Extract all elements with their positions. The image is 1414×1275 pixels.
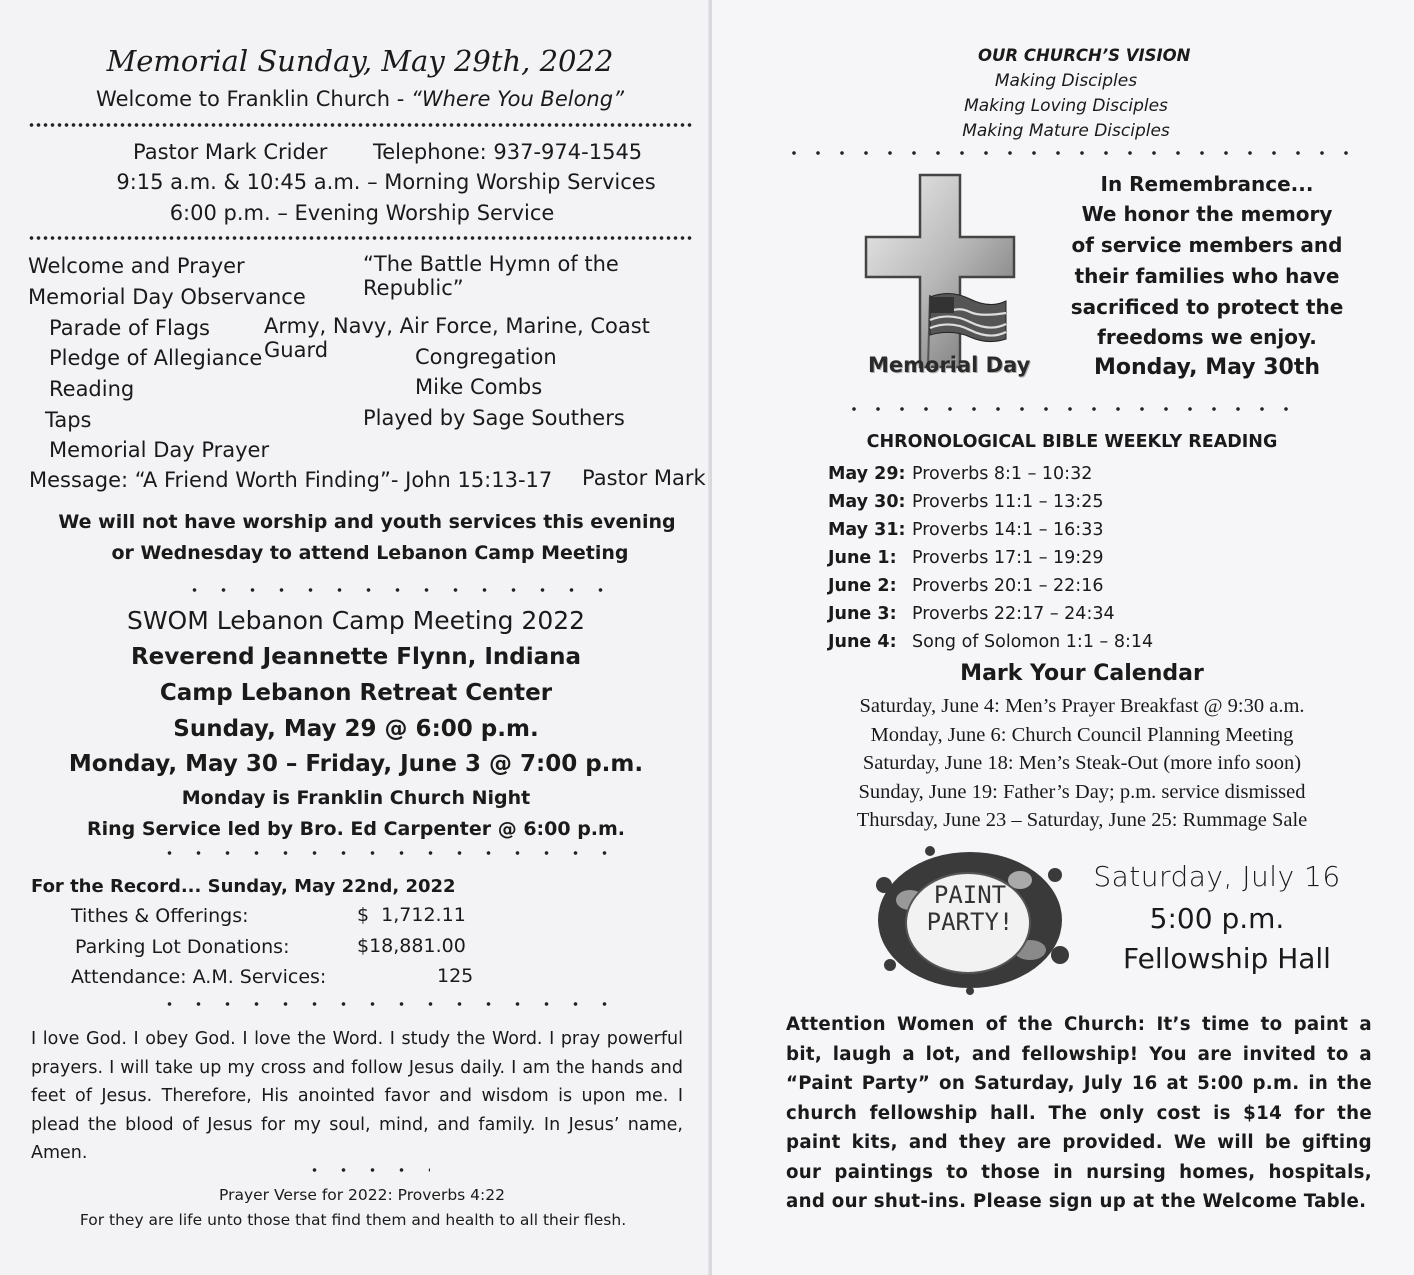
welcome-line [0,87,720,111]
order-item-message: Message: “A Friend Worth Finding”- John 15:13-17 [29,468,553,492]
paint-party-logo [870,845,1070,995]
record-label-attendance: Attendance: A.M. Services: [71,966,327,988]
bible-reading-list [828,460,1153,656]
paint-place: Fellowship Hall [1123,942,1331,975]
remembrance-line-2: We honor the memory [1081,202,1333,226]
vision-line-2: Making Loving Disciples [964,96,1168,116]
order-item-pledge: Pledge of Allegiance [49,346,263,370]
calendar-title: Mark Your Calendar [960,661,1204,686]
memorial-day-badge: Memorial Day [868,353,1031,377]
reading-passage: Proverbs 17:1 – 19:29 [912,548,1104,568]
reading-day: May 31: [828,520,906,540]
reading-passage: Proverbs 8:1 – 10:32 [912,464,1093,484]
order-item-prayer: Memorial Day Prayer [49,438,270,462]
order-item-taps: Taps [45,408,92,432]
reading-day: June 3: [828,604,897,624]
bible-reading-title: CHRONOLOGICAL BIBLE WEEKLY READING [866,432,1278,452]
calendar-item: Monday, June 6: Church Council Planning Meeting [870,723,1294,746]
paint-date: Saturday, July 16 [1093,860,1341,893]
divider [155,1001,620,1007]
reading-day: May 29: [828,464,906,484]
record-value-parking: $18,881.00 [357,935,466,957]
paint-party-paragraph: Attention Women of the Church: It’s time to paint a bit, laugh a lot, and fellowship! You are invited to a “Paint Party” on Saturday, July 16 at 5:00 p.m. in the church fellowship hall. The only cost is $14 for the paint kits, and they are provided. We will be gifting our paintings to those in nursing homes, hospitals, and our shut-ins. Please sign up at the Welcome Table. [786,1014,1372,1212]
paint-logo-line-2: PARTY! [926,908,1014,936]
calendar-item: Saturday, June 4: Men’s Prayer Breakfast @ 9:30 a.m. [859,695,1305,717]
paint-time: 5:00 p.m. [1149,902,1285,935]
calendar-item: Saturday, June 18: Men’s Steak-Out (more info soon) [862,752,1302,774]
vision-line-3: Making Mature Disciples [962,121,1170,141]
calendar-list [782,692,1382,835]
reading-day: May 30: [828,492,906,512]
paint-logo-text [920,882,1020,936]
divider [180,587,620,593]
order-item-welcome: Welcome and Prayer [28,254,245,278]
verse-title: Prayer Verse for 2022: Proverbs 4:22 [219,1186,505,1204]
remembrance-line-6: freedoms we enjoy. [1097,325,1317,349]
divider [155,850,620,856]
order-item-observance: Memorial Day Observance [28,285,306,309]
order-detail-hymn: “The Battle Hymn of the Republic” [363,252,619,300]
paint-logo-line-1: PAINT [933,881,1007,909]
record-value-attendance: 125 [437,965,474,987]
reading-passage: Proverbs 11:1 – 13:25 [912,492,1104,512]
reading-row [828,488,1153,516]
vision-line-1: Making Disciples [994,71,1138,91]
memorial-day-image [854,170,1054,385]
reading-passage: Song of Solomon 1:1 – 8:14 [912,632,1154,652]
reading-passage: Proverbs 14:1 – 16:33 [912,520,1104,540]
camp-sunday: Sunday, May 29 @ 6:00 p.m. [173,716,539,742]
welcome-tagline: “Where You Belong” [410,87,624,111]
order-item-flags: Parade of Flags [49,316,210,340]
calendar-item: Sunday, June 19: Father’s Day; p.m. service dismissed [858,780,1306,803]
camp-church-night: Monday is Franklin Church Night [181,787,531,809]
reading-passage: Proverbs 22:17 – 24:34 [912,604,1115,624]
remembrance-line-1: In Remembrance... [1100,172,1314,196]
order-detail-flags: Army, Navy, Air Force, Marine, Coast Guard [264,314,650,362]
camp-ring-service: Ring Service led by Bro. Ed Carpenter @ 6:00 p.m. [86,818,626,840]
order-item-reading: Reading [49,377,135,401]
order-detail-message: Pastor Mark [582,466,706,490]
divider [300,1167,430,1173]
evening-service: 6:00 p.m. – Evening Worship Service [169,201,555,225]
divider [28,122,692,128]
vision-title: OUR CHURCH’S VISION [978,46,1191,65]
right-page [712,0,1414,1275]
divider [28,235,692,241]
reading-row [828,516,1153,544]
bulletin-title: Memorial Sunday, May 29th, 2022 [106,44,614,78]
record-label-parking: Parking Lot Donations: [75,936,290,958]
reading-row [828,572,1153,600]
reading-row [828,628,1153,656]
camp-venue: Camp Lebanon Retreat Center [159,680,553,706]
remembrance-date: Monday, May 30th [1093,355,1321,380]
reading-day: June 4: [828,632,897,652]
pastor-name: Pastor Mark Crider [133,140,328,164]
verse-text: For they are life unto those that find them and health to all their flesh. [79,1211,627,1229]
order-detail-pledge: Congregation [415,345,557,369]
reading-row [828,600,1153,628]
remembrance-line-3: of service members and [1071,233,1343,257]
confession-paragraph: I love God. I obey God. I love the Word. I study the Word. I pray powerful prayers. I will take up my cross and follow Jesus daily. I am the hands and feet of Jesus. Therefore, His anointed favor and wisdom is upon me. I plead the blood of Jesus for my soul, mind, and family. In Jesus’ name, Amen. [31,1029,683,1163]
record-label-tithes: Tithes & Offerings: [71,905,249,927]
reading-passage: Proverbs 20:1 – 22:16 [912,576,1104,596]
order-detail-reading: Mike Combs [415,375,543,399]
morning-services: 9:15 a.m. & 10:45 a.m. – Morning Worship Services [116,170,656,194]
notice-line-2: or Wednesday to attend Lebanon Camp Meeting [111,542,629,564]
notice-line-1: We will not have worship and youth services this evening [58,511,676,533]
camp-title: SWOM Lebanon Camp Meeting 2022 [126,606,586,635]
reading-day: June 1: [828,548,897,568]
record-value-tithes: $ 1,712.11 [357,904,466,926]
divider [782,150,1362,156]
reading-day: June 2: [828,576,897,596]
camp-speaker: Reverend Jeannette Flynn, Indiana [130,644,582,670]
remembrance-line-5: sacrificed to protect the [1070,295,1344,319]
calendar-item: Thursday, June 23 – Saturday, June 25: Rummage Sale [856,809,1308,831]
reading-row [828,460,1153,488]
welcome-prefix: Welcome to Franklin Church - [96,87,411,111]
camp-weekdays: Monday, May 30 – Friday, June 3 @ 7:00 p.m. [68,751,644,777]
telephone: Telephone: 937-974-1545 [373,140,643,164]
order-detail-taps: Played by Sage Southers [363,406,625,430]
record-heading: For the Record... Sunday, May 22nd, 2022 [31,876,456,897]
divider [842,406,1302,412]
remembrance-line-4: their families who have [1074,264,1340,288]
reading-row [828,544,1153,572]
